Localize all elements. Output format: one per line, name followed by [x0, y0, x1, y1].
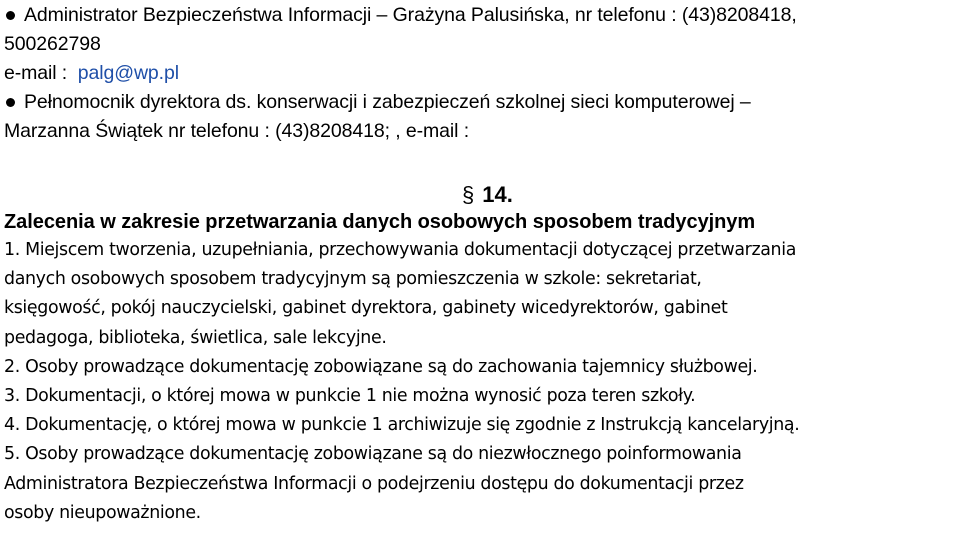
- paragraph-line: pedagoga, biblioteka, świetlica, sale lekcyjne.: [4, 327, 387, 348]
- email-link[interactable]: palg@wp.pl: [77, 62, 179, 84]
- bullet-line: Pełnomocnik dyrektora ds. konserwacji i zabezpieczeń szkolnej sieci komputerowej –: [24, 91, 751, 113]
- paragraph-line: 3. Dokumentacji, o której mowa w punkcie 1 nie można wynosić poza teren szkoły.: [4, 386, 696, 407]
- section-paragraphs: [4, 236, 960, 528]
- bullet-icon: [6, 11, 15, 20]
- paragraph-line: 2. Osoby prowadzące dokumentację zobowiązane są do zachowania tajemnicy służbowej.: [4, 356, 758, 377]
- bullet-item-plenipotentiary: [4, 88, 954, 146]
- bullet-line: Marzanna Świątek nr telefonu : (43)8208418; , e-mail :: [4, 120, 470, 142]
- section-number-value: 14.: [482, 182, 513, 207]
- section-number: [462, 180, 513, 210]
- bullet-line: 500262798: [4, 33, 101, 55]
- section-sign: §: [462, 182, 475, 207]
- paragraph-line: osoby nieupoważnione.: [4, 502, 201, 523]
- contact-bullet-list: [4, 1, 954, 146]
- paragraph-line: 5. Osoby prowadzące dokumentację zobowiązane są do niezwłocznego poinformowania: [4, 444, 742, 465]
- section-title: Zalecenia w zakresie przetwarzania danych osobowych sposobem tradycyjnym: [4, 211, 756, 233]
- paragraph-line: 1. Miejscem tworzenia, uzupełniania, przechowywania dokumentacji dotyczącej przetwarzania: [4, 240, 797, 260]
- bullet-icon: [6, 98, 15, 107]
- bullet-line-email: [4, 59, 954, 88]
- paragraph-line: danych osobowych sposobem tradycyjnym są pomieszczenia w szkole: sekretariat,: [4, 269, 702, 290]
- paragraph-line: Administratora Bezpieczeństwa Informacji o podejrzeniu dostępu do dokumentacji przez: [4, 473, 744, 494]
- bullet-line: Administrator Bezpieczeństwa Informacji – Grażyna Palusińska, nr telefonu : (43)8208418,: [24, 4, 797, 26]
- paragraph-line: 4. Dokumentację, o której mowa w punkcie 1 archiwizuje się zgodnie z Instrukcją kancelaryjną.: [4, 415, 800, 436]
- email-label: e-mail :: [4, 62, 73, 84]
- paragraph-line: księgowość, pokój nauczycielski, gabinet dyrektora, gabinety wicedyrektorów, gabinet: [4, 298, 728, 319]
- bullet-item-abi: [4, 1, 954, 88]
